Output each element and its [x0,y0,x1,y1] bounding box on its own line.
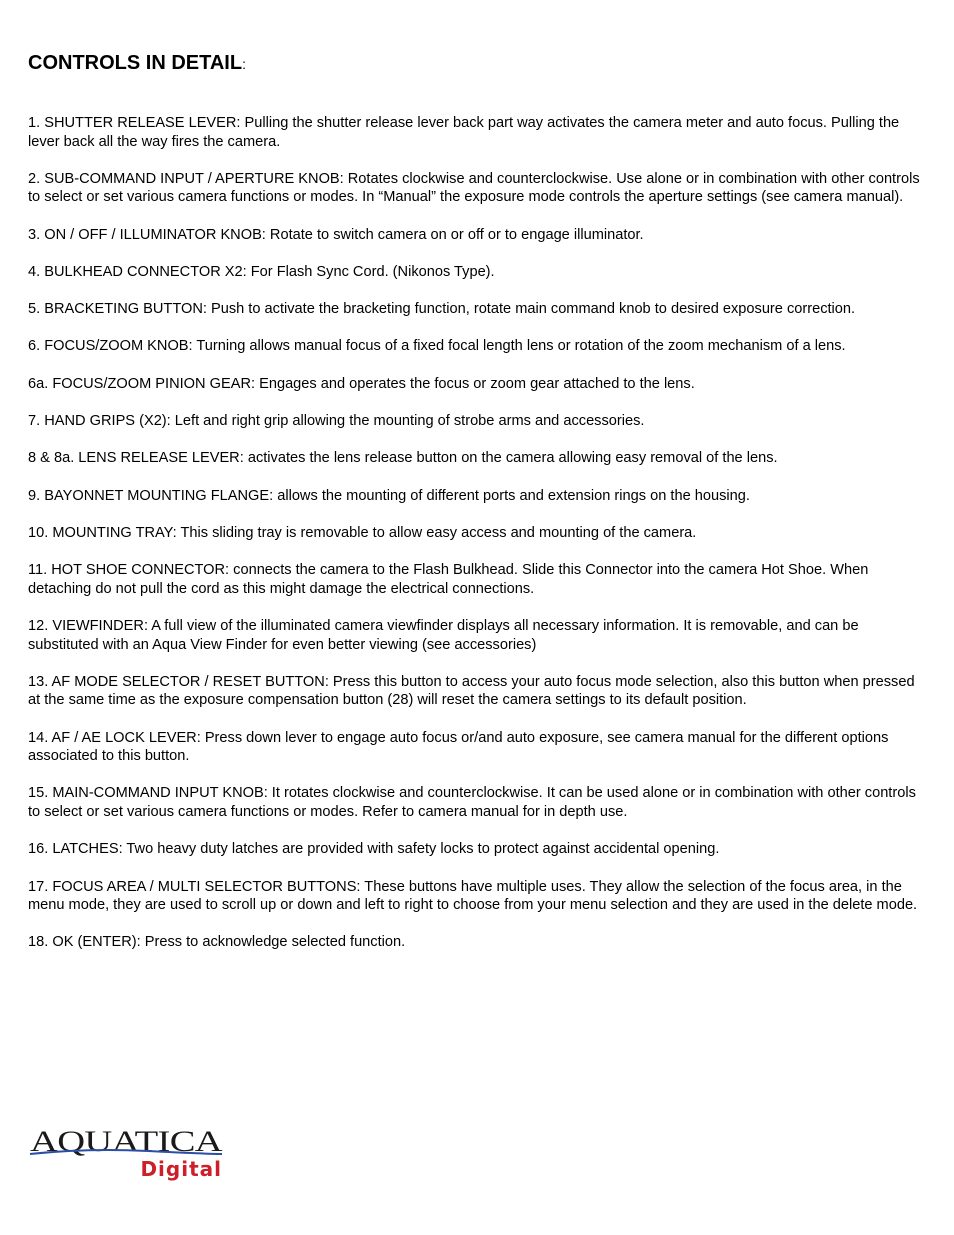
logo-subtitle: Digital [140,1157,222,1181]
control-item-12: 12. VIEWFINDER: A full view of the illuminated camera viewfinder displays all necessary information. It is removable, and can be substituted with an Aqua View Finder for even better viewing (see accessories) [28,618,859,653]
control-item-13: 13. AF MODE SELECTOR / RESET BUTTON: Press this button to access your auto focus mode selection, also this button when pressed at the same time as the exposure compensation button (28) will reset the camera settings to its default position. [28,673,915,709]
control-item-11: 11. HOT SHOE CONNECTOR: connects the camera to the Flash Bulkhead. Slide this Connector into the camera Hot Shoe. When detaching do not pull the cord as this might damage the electrical connections. [28,562,869,597]
page-title [28,52,246,75]
control-item-5: 5. BRACKETING BUTTON: Push to activate the bracketing function, rotate main command knob to desired exposure correction. [28,301,856,318]
control-item-10: 10. MOUNTING TRAY: This sliding tray is removable to allow easy access and mounting of the camera. [28,524,697,541]
control-item-18: 18. OK (ENTER): Press to acknowledge selected function. [28,934,406,951]
control-item-16: 16. LATCHES: Two heavy duty latches are provided with safety locks to protect against accidental opening. [28,841,720,858]
control-item-1: 1. SHUTTER RELEASE LEVER: Pulling the shutter release lever back part way activates the camera meter and auto focus. Pulling the lever back all the way fires the camera. [28,115,900,150]
aquatica-digital-logo [28,1121,228,1183]
control-item-2: 2. SUB-COMMAND INPUT / APERTURE KNOB: Rotates clockwise and counterclockwise. Use alone or in combination with other controls to select or set various camera functions or modes. In “Manual” the exposure mode controls the aperture settings (see camera manual). [28,170,920,206]
page-title-colon: : [242,56,246,72]
page-title-text: CONTROLS IN DETAIL [28,52,243,74]
control-item-9: 9. BAYONNET MOUNTING FLANGE: allows the mounting of different ports and extension rings on the housing. [28,487,750,504]
control-item-4: 4. BULKHEAD CONNECTOR X2: For Flash Sync Cord. (Nikonos Type). [28,263,495,280]
control-item-7: 7. HAND GRIPS (X2): Left and right grip allowing the mounting of strobe arms and accessories. [28,413,645,430]
control-item-17: 17. FOCUS AREA / MULTI SELECTOR BUTTONS: These buttons have multiple uses. They allow the selection of the focus area, in the menu mode, they are used to scroll up or down and left to right to choose from your menu selection and they are used in the delete mode. [28,878,918,914]
control-item-3: 3. ON / OFF / ILLUMINATOR KNOB: Rotate to switch camera on or off or to engage illuminator. [28,226,644,243]
control-item-6a: 6a. FOCUS/ZOOM PINION GEAR: Engages and operates the focus or zoom gear attached to the lens. [28,375,695,392]
control-item-15: 15. MAIN-COMMAND INPUT KNOB: It rotates clockwise and counterclockwise. It can be used alone or in combination with other controls to select or set various camera functions or modes. Refer to camera manual for in depth use. [28,785,916,820]
control-item-6: 6. FOCUS/ZOOM KNOB: Turning allows manual focus of a fixed focal length lens or rotation of the zoom mechanism of a lens. [28,338,846,355]
control-item-14: 14. AF / AE LOCK LEVER: Press down lever to engage auto focus or/and auto exposure, see camera manual for the different options associated to this button. [28,729,889,765]
control-item-8: 8 & 8a. LENS RELEASE LEVER: activates the lens release button on the camera allowing easy removal of the lens. [28,450,778,467]
logo-wordmark: AQUATICA [30,1125,224,1158]
controls-list [28,114,930,971]
